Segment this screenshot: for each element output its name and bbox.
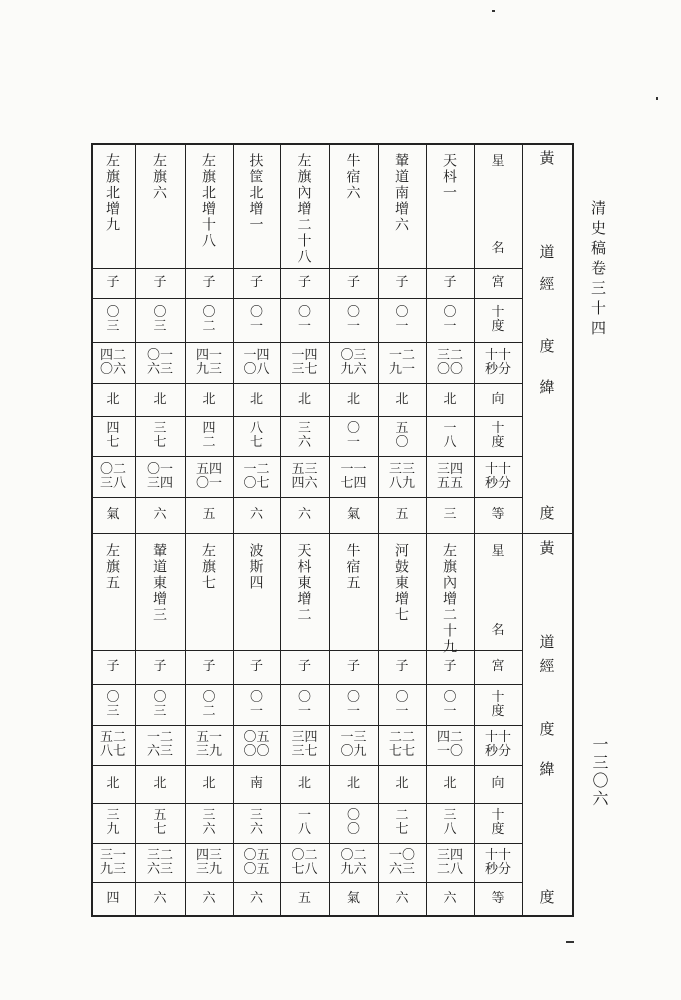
table-cell-lat-min: 〇一 三四 (146, 461, 173, 491)
table-cell-lat-deg: 〇 〇 (346, 808, 360, 837)
page-number: 一三〇六 (590, 736, 609, 808)
table-cell-lat-deg: 〇 一 (346, 421, 360, 450)
label-unit-line: 十十 (484, 730, 511, 746)
table-cell-gong: 子 (346, 275, 360, 291)
label-char: 名 (491, 241, 505, 257)
table-cell-lon-deg: 〇 一 (297, 689, 311, 719)
table-cell-gong: 子 (106, 659, 120, 675)
table-cell-lon-min: 二二 七七 (388, 730, 415, 759)
table-cell-lat-deg: 四 二 (202, 421, 216, 450)
table-cell-mag: 五 (395, 507, 409, 523)
label-unit-line: 秒分 (484, 861, 511, 877)
table-cell-mag: 六 (153, 890, 167, 906)
table-cell-lon-min: 一二 九一 (388, 347, 415, 377)
table-cell-dir: 北 (106, 391, 120, 407)
table-cell-lat-min: 三三 八九 (388, 461, 415, 491)
label-unit-line: 十 (491, 305, 505, 321)
section-label: 度 (539, 887, 555, 906)
table-cell-dir: 北 (346, 776, 360, 792)
star-name: 扶筐北增一 (247, 153, 264, 233)
scan-speck (492, 10, 495, 12)
table-cell-lat-min: 三四 五五 (436, 461, 463, 491)
table-cell-gong: 子 (153, 275, 167, 291)
table-cell-lon-deg: 〇 二 (202, 305, 216, 334)
table-cell-lat-min: 五三 四六 (291, 461, 318, 491)
table-cell-mag: 六 (443, 890, 457, 906)
label-direction: 向 (491, 391, 505, 407)
table-cell-lon-min: 四二 〇六 (99, 347, 126, 377)
table-cell-dir: 北 (106, 776, 120, 792)
table-cell-dir: 北 (346, 391, 360, 407)
table-cell-lat-deg: 三 六 (249, 808, 263, 837)
table-cell-lat-deg: 三 八 (443, 808, 457, 837)
table-cell-lon-min: 五二 八七 (99, 730, 126, 759)
table-cell-lat-min: 五四 〇一 (195, 461, 222, 491)
table-cell-gong: 子 (297, 659, 311, 675)
label-unit-line: 十十 (484, 461, 511, 477)
label-unit-line: 十 (491, 421, 505, 437)
table-cell-mag: 六 (153, 507, 167, 523)
row-rule (91, 533, 522, 534)
table-cell-mag: 氣 (346, 890, 360, 906)
table-cell-gong: 子 (346, 659, 360, 675)
table-cell-lon-deg: 〇 一 (346, 689, 360, 719)
table-cell-lon-deg: 〇 一 (297, 305, 311, 334)
label-unit-line: 度 (491, 703, 505, 719)
table-cell-dir: 北 (443, 776, 457, 792)
label-unit (474, 298, 522, 342)
section-label: 道 (539, 243, 555, 262)
table-cell-lon-deg: 〇 一 (443, 305, 457, 334)
table-cell-mag: 六 (249, 890, 263, 906)
table-cell-gong: 子 (106, 275, 120, 291)
table-cell-lon-min: 四二 一〇 (436, 730, 463, 759)
table-cell-gong: 子 (297, 275, 311, 291)
star-name: 左旗七 (200, 543, 216, 591)
table-cell-lon-min: 四一 九三 (195, 347, 222, 377)
block-divider (522, 533, 572, 534)
label-unit-line: 十 (491, 808, 505, 824)
table-cell-lat-min: 〇二 三八 (99, 461, 126, 491)
star-name: 牛宿六 (344, 153, 361, 201)
table-cell-lon-deg: 〇 三 (153, 305, 167, 334)
label-magnitude: 等 (491, 507, 505, 523)
table-cell-lat-deg: 五 〇 (395, 421, 409, 450)
star-name: 左旗內增二十八 (295, 153, 312, 265)
table-cell-lat-deg: 一 八 (297, 808, 311, 837)
star-name: 河鼓東增七 (393, 543, 409, 623)
table-cell-lon-deg: 〇 一 (395, 305, 409, 334)
table-cell-dir: 南 (249, 776, 263, 792)
table-cell-dir: 北 (153, 776, 167, 792)
table-cell-gong: 子 (443, 275, 457, 291)
table-cell-mag: 五 (297, 890, 311, 906)
table-cell-gong: 子 (202, 275, 216, 291)
label-unit-line: 十 (491, 689, 505, 705)
label-char: 名 (491, 623, 505, 639)
table-cell-lat-deg: 三 七 (153, 421, 167, 450)
table-cell-lon-deg: 〇 一 (395, 689, 409, 719)
table-cell-lon-deg: 〇 一 (249, 305, 263, 334)
table-cell-lat-min: 三二 六三 (146, 847, 173, 877)
star-name: 左旗內增二十九 (441, 543, 457, 655)
label-gong: 宮 (491, 659, 505, 675)
label-unit-line: 度 (491, 822, 505, 837)
table-cell-lon-deg: 〇 二 (202, 689, 216, 719)
section-label: 黃 (539, 539, 555, 558)
table-cell-lon-min: 〇五 〇〇 (243, 730, 270, 759)
star-name: 天枓東增二 (295, 543, 312, 623)
table-cell-mag: 六 (395, 890, 409, 906)
table-cell-gong: 子 (202, 659, 216, 675)
table-cell-lon-min: 一四 〇八 (243, 347, 270, 377)
star-name: 輦道東增三 (151, 543, 167, 623)
table-cell-mag: 六 (249, 507, 263, 523)
star-name: 波斯四 (247, 543, 264, 591)
table-cell-lat-deg: 五 七 (153, 808, 167, 837)
section-label: 道 (539, 633, 555, 652)
table-cell-dir: 北 (153, 391, 167, 407)
section-label: 度 (539, 337, 555, 356)
table-cell-lat-deg: 一 八 (443, 421, 457, 450)
table-cell-lat-min: 一一 七四 (340, 461, 367, 491)
label-unit-line: 秒分 (484, 744, 511, 759)
label-magnitude: 等 (491, 890, 505, 906)
label-unit (474, 342, 522, 383)
star-name: 天枓一 (441, 153, 457, 201)
table-cell-gong: 子 (249, 275, 263, 291)
table-bottom-rule (91, 915, 574, 917)
star-name: 左旗五 (104, 543, 120, 591)
table-cell-dir: 北 (297, 776, 311, 792)
label-unit (474, 456, 522, 497)
table-cell-lat-min: 〇二 七八 (291, 847, 318, 877)
table-cell-mag: 三 (443, 507, 457, 523)
table-cell-dir: 北 (395, 776, 409, 792)
table-cell-lon-min: 〇一 六三 (146, 347, 173, 377)
table-cell-mag: 五 (202, 507, 216, 523)
table-cell-lat-min: 三一 九三 (99, 847, 126, 877)
table-cell-dir: 北 (249, 391, 263, 407)
label-char: 星 (491, 154, 505, 169)
table-cell-dir: 北 (202, 391, 216, 407)
table-cell-lat-deg: 三 六 (202, 808, 216, 837)
table-cell-lon-min: 一二 六三 (146, 730, 173, 759)
table-cell-mag: 氣 (346, 507, 360, 523)
table-cell-lon-deg: 〇 三 (106, 305, 120, 334)
table-cell-lon-deg: 〇 三 (153, 689, 167, 719)
table-cell-mag: 六 (202, 890, 216, 906)
label-unit (474, 843, 522, 882)
table-cell-lat-min: 一二 〇七 (243, 461, 270, 491)
table-cell-lat-min: 〇二 九六 (340, 847, 367, 877)
section-label: 經 (539, 657, 555, 676)
table-cell-lat-deg: 四 七 (106, 421, 120, 450)
table-cell-lat-deg: 三 六 (297, 421, 311, 450)
label-unit-line: 秒分 (484, 475, 511, 491)
table-cell-lon-min: 三二 〇〇 (436, 347, 463, 377)
table-cell-mag: 氣 (106, 507, 120, 523)
column-rule (572, 143, 574, 915)
section-label: 經 (539, 275, 555, 294)
table-cell-gong: 子 (153, 659, 167, 675)
star-name: 左旗北增九 (104, 153, 120, 233)
table-cell-lat-deg: 八 七 (249, 421, 263, 450)
table-cell-lon-min: 一四 三七 (291, 347, 318, 377)
table-cell-gong: 子 (443, 659, 457, 675)
table-cell-lat-deg: 三 九 (106, 808, 120, 837)
label-unit-line: 十十 (484, 847, 511, 863)
table-cell-dir: 北 (395, 391, 409, 407)
star-name: 左旗北增十八 (200, 153, 216, 249)
table-cell-lon-deg: 〇 一 (346, 305, 360, 334)
label-unit-line: 度 (491, 319, 505, 334)
label-unit (474, 803, 522, 843)
table-cell-lon-deg: 〇 一 (249, 689, 263, 719)
table-cell-lon-deg: 〇 三 (106, 689, 120, 719)
star-name-label (474, 143, 522, 268)
label-unit (474, 725, 522, 765)
table-cell-mag: 六 (297, 507, 311, 523)
table-cell-lon-min: 五一 三九 (195, 730, 222, 759)
table-cell-lat-min: 四三 三九 (195, 847, 222, 877)
table-cell-mag: 四 (106, 890, 120, 906)
label-unit (474, 416, 522, 456)
label-unit-line: 度 (491, 435, 505, 450)
label-gong: 宮 (491, 275, 505, 291)
section-label: 緯 (539, 378, 555, 397)
star-name: 左旗六 (151, 153, 167, 201)
table-cell-lat-deg: 二 七 (395, 808, 409, 837)
label-unit (474, 684, 522, 725)
label-unit-line: 秒分 (484, 361, 511, 377)
table-cell-lon-deg: 〇 一 (443, 689, 457, 719)
table-cell-gong: 子 (249, 659, 263, 675)
label-unit-line: 十十 (484, 347, 511, 363)
table-cell-dir: 北 (297, 391, 311, 407)
table-cell-lat-min: 〇五 〇五 (243, 847, 270, 877)
table-cell-lon-min: 三四 三七 (291, 730, 318, 759)
label-char: 星 (491, 544, 505, 559)
table-cell-gong: 子 (395, 275, 409, 291)
scan-speck (656, 97, 658, 100)
star-name-label (474, 533, 522, 650)
table-cell-dir: 北 (443, 391, 457, 407)
section-label: 度 (539, 504, 555, 523)
scan-speck (566, 941, 574, 943)
star-name: 牛宿五 (344, 543, 361, 591)
table-cell-gong: 子 (395, 659, 409, 675)
star-name: 輦道南增六 (393, 153, 409, 233)
table-cell-lat-min: 三四 二八 (436, 847, 463, 877)
table-cell-lon-min: 一三 〇九 (340, 730, 367, 759)
label-direction: 向 (491, 776, 505, 792)
table-cell-lat-min: 一〇 六三 (388, 847, 415, 877)
table-cell-dir: 北 (202, 776, 216, 792)
table-cell-lon-min: 〇三 九六 (340, 347, 367, 377)
section-label: 緯 (539, 760, 555, 779)
section-label: 度 (539, 720, 555, 739)
running-header: 清史稿卷三十四 (589, 200, 607, 340)
section-label: 黃 (539, 149, 555, 168)
